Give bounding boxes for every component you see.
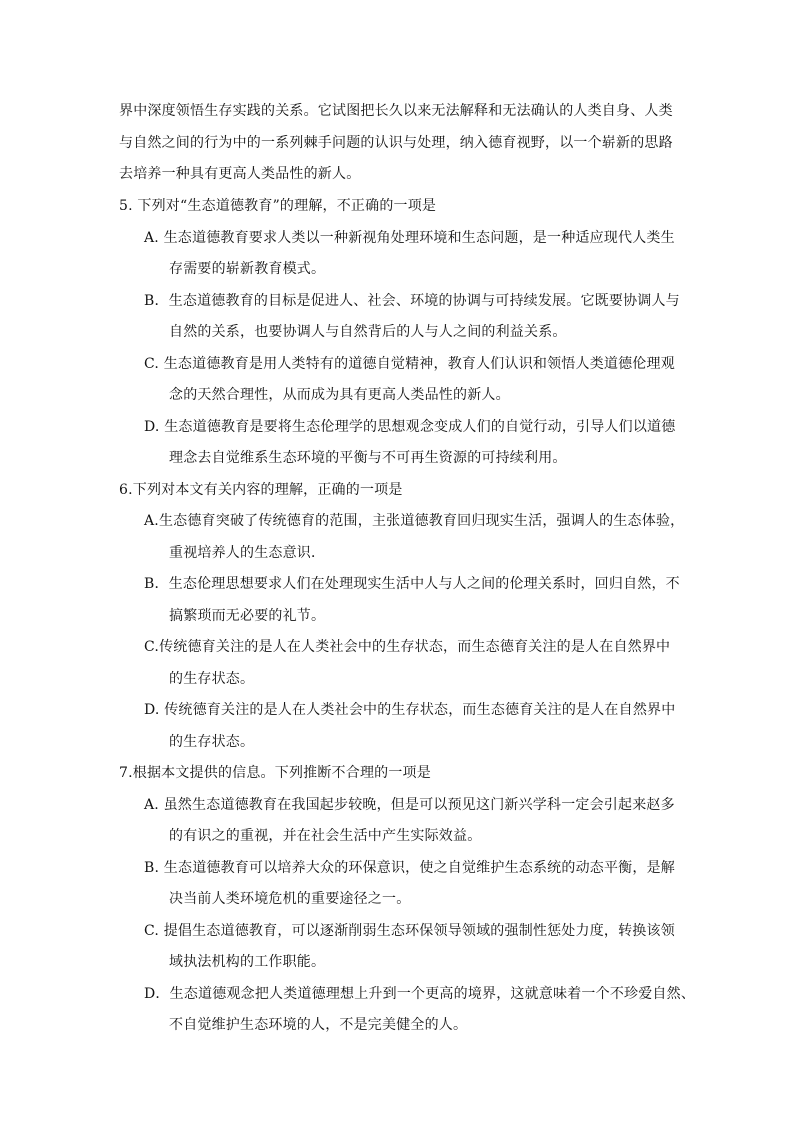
q5-option-c-line2: 念的天然合理性，从而成为具有更高人类品性的新人。 xyxy=(169,387,510,403)
q6-option-b-line2: 搞繁琐而无必要的礼节。 xyxy=(169,608,326,624)
intro-line: 去培养一种具有更高人类品性的新人。 xyxy=(119,166,361,182)
q7-option-b-line1: B. 生态道德教育可以培养大众的环保意识，使之自觉维护生态系统的动态平衡，是解 xyxy=(144,860,675,876)
q7-option-a-line1: A. 虽然生态道德教育在我国起步较晚，但是可以预见这门新兴学科一定会引起来赵多 xyxy=(144,797,675,813)
q5-option-a-line2: 存需要的崭新教育模式。 xyxy=(169,261,326,277)
q6-option-c-line2: 的生存状态。 xyxy=(169,671,255,687)
q7-option-d-line1: D．生态道德观念把人类道德理想上升到一个更高的境界，这就意味着一个不珍爱自然、 xyxy=(144,986,696,1002)
q5-option-d-line2: 理念去自觉维系生态环境的平衡与不可再生资源的可持续利用。 xyxy=(169,450,567,466)
q7-option-a-line2: 的有识之的重视，并在社会生活中产生实际效益。 xyxy=(169,828,482,844)
q7-option-d-line2: 不自觉维护生态环境的人，不是完美健全的人。 xyxy=(169,1017,468,1033)
intro-line: 与自然之间的行为中的一系列棘手问题的认识与处理，纳入德育视野，以一个崭新的思路 xyxy=(119,135,673,151)
q6-option-c-line1: C.传统德育关注的是人在人类社会中的生存状态，而生态德育关注的是人在自然界中 xyxy=(144,639,671,655)
q5-option-b-line1: B．生态道德教育的目标是促进人、社会、环境的协调与可持续发展。它既要协调人与 xyxy=(144,293,680,309)
q6-option-d-line2: 的生存状态。 xyxy=(169,734,255,750)
q5-option-a-line1: A. 生态道德教育要求人类以一种新视角处理环境和生态问题，是一种适应现代人类生 xyxy=(144,230,675,246)
q5-option-c-line1: C. 生态道德教育是用人类特有的道德自觉精神，教育人们认识和领悟人类道德伦理观 xyxy=(144,356,675,372)
q5-option-d-line1: D. 生态道德教育是要将生态伦理学的思想观念变成人们的自觉行动，引导人们以道德 xyxy=(144,419,676,435)
q6-option-b-line1: B．生态伦理思想要求人们在处理现实生活中人与人之间的伦理关系时，回归自然，不 xyxy=(144,576,680,592)
q7-option-c-line2: 域执法机构的工作职能。 xyxy=(169,954,326,970)
q6-option-a-line1: A.生态德育突破了传统德育的范围，主张道德教育回归现实生活，强调人的生态体验， xyxy=(144,513,685,529)
q7-option-c-line1: C. 提倡生态道德教育，可以逐渐削弱生态环保领导领域的强制性惩处力度，转换该领 xyxy=(144,923,675,939)
question-5-stem: 5. 下列对“生态道德教育”的理解，不正确的一项是 xyxy=(119,198,437,214)
q6-option-a-line2: 重视培养人的生态意识． xyxy=(169,545,326,561)
question-6-stem: 6.下列对本文有关内容的理解，正确的一项是 xyxy=(119,482,403,498)
q7-option-b-line2: 决当前人类环境危机的重要途径之一。 xyxy=(169,891,411,907)
intro-line: 界中深度领悟生存实践的关系。它试图把长久以来无法解释和无法确认的人类自身、人类 xyxy=(119,103,673,119)
q6-option-d-line1: D. 传统德育关注的是人在人类社会中的生存状态，而生态德育关注的是人在自然界中 xyxy=(144,702,676,718)
question-7-stem: 7.根据本文提供的信息。下列推断不合理的一项是 xyxy=(119,765,431,781)
q5-option-b-line2: 自然的关系，也要协调人与自然背后的人与人之间的利益关系。 xyxy=(169,324,567,340)
